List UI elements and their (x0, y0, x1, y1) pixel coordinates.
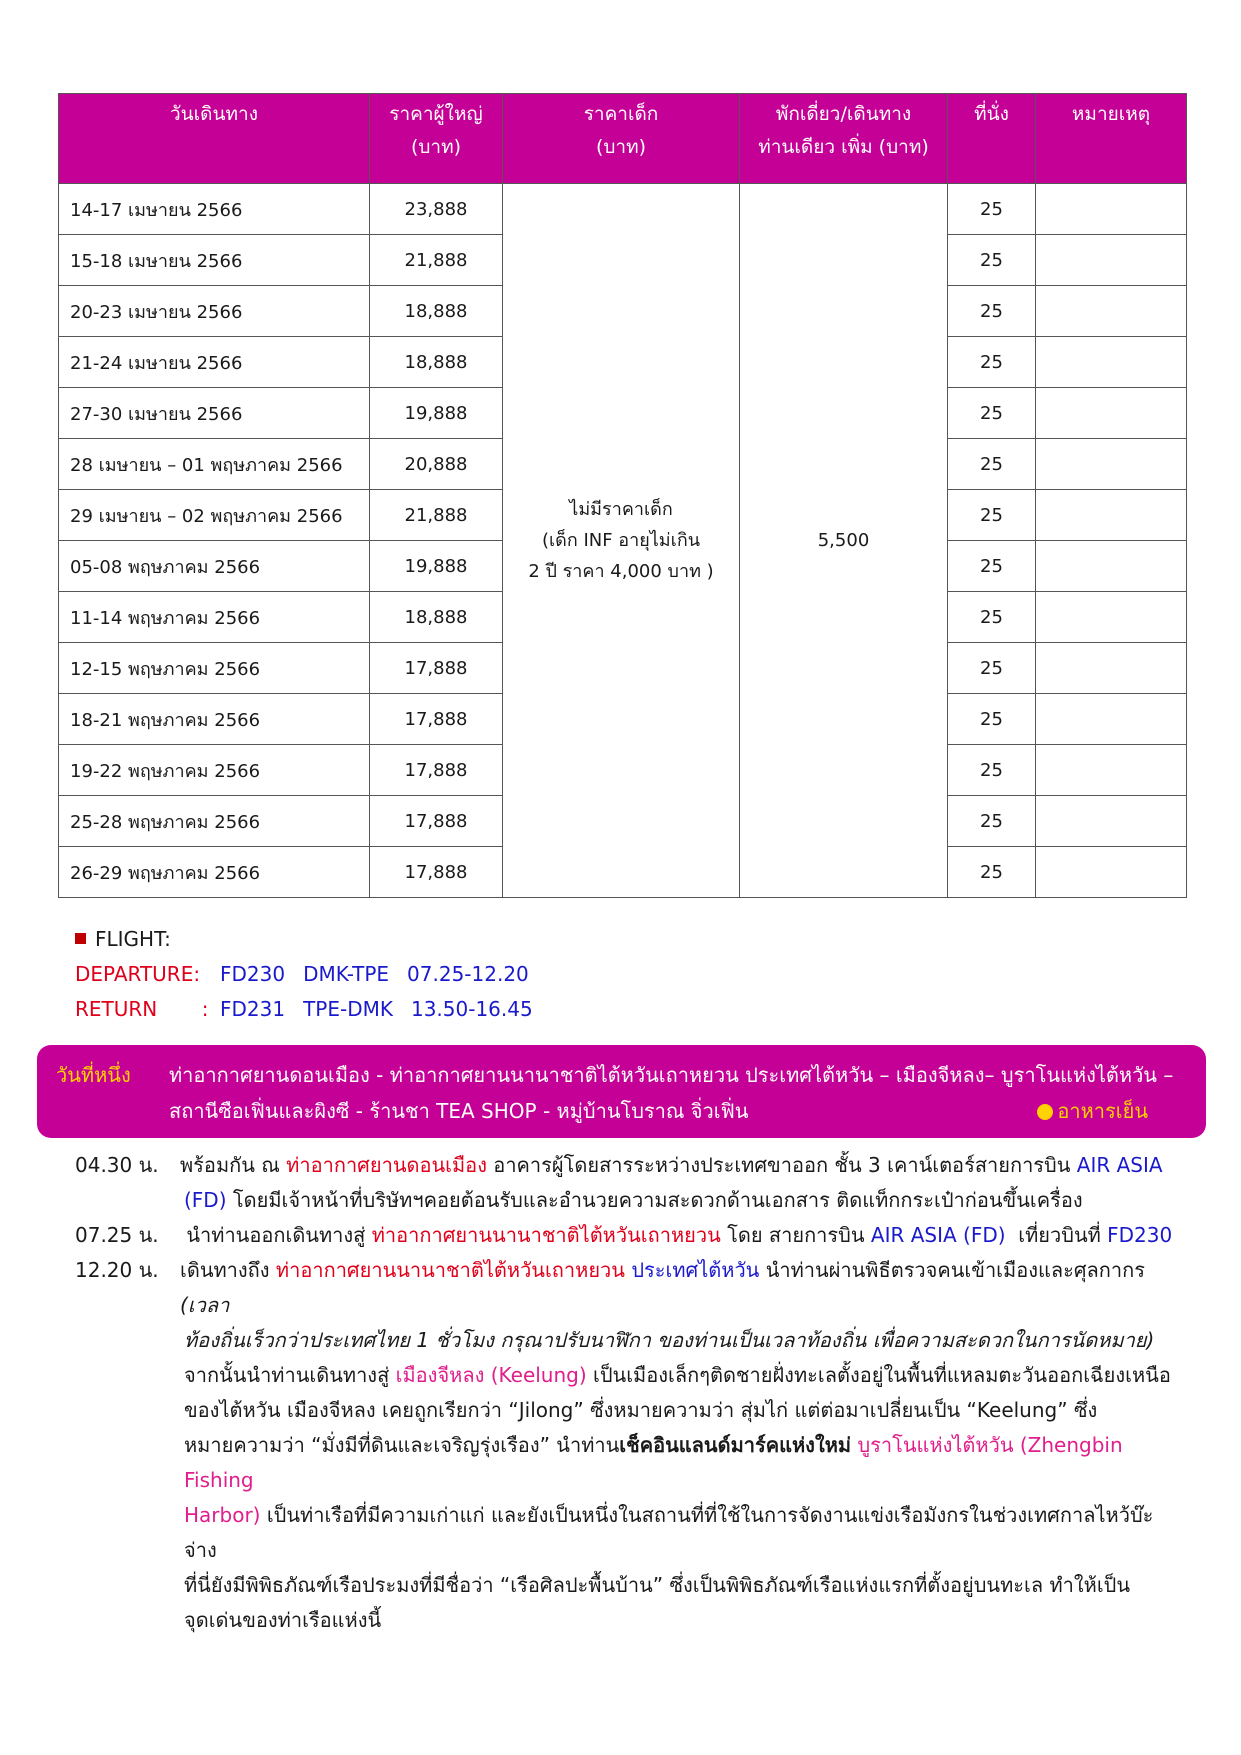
row-date: 18-21 พฤษภาคม 2566 (59, 694, 370, 745)
row-seats: 25 (948, 745, 1036, 796)
row-adult-price: 21,888 (370, 235, 503, 286)
row-adult-price: 17,888 (370, 847, 503, 898)
header-remark: หมายเหตุ (1036, 94, 1187, 184)
row-date: 19-22 พฤษภาคม 2566 (59, 745, 370, 796)
square-bullet-icon (75, 933, 86, 944)
table-header-row (59, 94, 1187, 184)
row-remark (1036, 694, 1187, 745)
row-seats: 25 (948, 490, 1036, 541)
single-supplement-cell: 5,500 (740, 184, 948, 898)
entry-time: 12.20 น. (75, 1258, 159, 1282)
row-date: 05-08 พฤษภาคม 2566 (59, 541, 370, 592)
row-adult-price: 17,888 (370, 745, 503, 796)
row-remark (1036, 439, 1187, 490)
itinerary-entry: 04.30 น. พร้อมกัน ณ ท่าอากาศยานดอนเมือง อาคารผู้โดยสารระหว่างประเทศขาออก ชั้น 3 เคาน์เตอร์สายการบิน AIR ASIA (FD) โดยมีเจ้าหน้าที่บริษัทฯคอยต้อนรับและอำนวยความสะดวกด้านเอกสาร ติดแท็กกระเป๋าก่อนขึ้นเครื่อง (75, 1148, 1175, 1218)
dinner-plate-icon (1037, 1104, 1053, 1120)
row-seats: 25 (948, 847, 1036, 898)
row-remark (1036, 235, 1187, 286)
row-remark (1036, 490, 1187, 541)
departure-label: DEPARTURE: (75, 962, 201, 986)
entry-time: 07.25 น. (75, 1223, 159, 1247)
row-seats: 25 (948, 337, 1036, 388)
entry-time: 04.30 น. (75, 1153, 159, 1177)
row-seats: 25 (948, 796, 1036, 847)
row-remark (1036, 286, 1187, 337)
row-remark (1036, 184, 1187, 235)
row-date: 12-15 พฤษภาคม 2566 (59, 643, 370, 694)
itinerary-entry (75, 1218, 1175, 1253)
row-remark (1036, 541, 1187, 592)
row-adult-price: 17,888 (370, 694, 503, 745)
header-adult-price: ราคาผู้ใหญ่ (บาท) (370, 94, 503, 184)
itinerary (75, 1148, 1175, 1638)
entry-text: พร้อมกัน ณ ท่าอากาศยานดอนเมือง อาคารผู้โดยสารระหว่างประเทศขาออก ชั้น 3 เคาน์เตอร์สายการบิน AIR ASIA (180, 1153, 1163, 1177)
row-seats: 25 (948, 388, 1036, 439)
row-seats: 25 (948, 286, 1036, 337)
row-adult-price: 18,888 (370, 286, 503, 337)
itinerary-entry: 12.20 น. เดินทางถึง ท่าอากาศยานนานาชาติไต้หวันเถาหยวน ประเทศไต้หวัน นำท่านผ่านพิธีตรวจคนเข้าเมืองและศุลกากร (เวลา ท้องถิ่นเร็วกว่าประเทศไทย 1 ชั่วโมง กรุณาปรับนาฬิกา ของท่านเป็นเวลาท้องถิ่น เพื่อความสะดวกในการนัดหมาย) จากนั้นนำท่านเดินทางสู่ เมืองจีหลง (Keelung) เป็นเมืองเล็กๆติดชายฝั่งทะเลตั้งอยู่ในพื้นที่แหลมตะวันออกเฉียงเหนือ ของไต้หวัน เมืองจีหลง เคยถูกเรียกว่า “Jilong” ซึ่งหมายความว่า สุ่มไก่ แต่ต่อมาเปลี่ยนเป็น “Keelung” ซึ่ง หมายความว่า “มั่งมีที่ดินและเจริญรุ่งเรือง” นำท่านเช็คอินแลนด์มาร์คแห่งใหม่ บูราโนแห่งไต้หวัน (Zhengbin Fishing Harbor) เป็นท่าเรือที่มีความเก่าแก่ และยังเป็นหนึ่งในสถานที่ที่ใช้ในการจัดงานแข่งเรือมังกรในช่วงเทศกาลไหว้บ๊ะจ่าง ที่นี่ยังมีพิพิธภัณฑ์เรือประมงที่มีชื่อว่า “เรือศิลปะพื้นบ้าน” ซึ่งเป็นพิพิธภัณฑ์เรือแห่งแรกที่ตั้งอยู่บนทะเล ทำให้เป็น จุดเด่นของท่าเรือแห่งนี้ (75, 1253, 1175, 1638)
return-flight-no: FD231 (220, 997, 286, 1021)
header-date: วันเดินทาง (59, 94, 370, 184)
departure-flight-no: FD230 (220, 962, 286, 986)
return-row (75, 992, 551, 1027)
row-remark (1036, 592, 1187, 643)
row-remark (1036, 745, 1187, 796)
row-adult-price: 21,888 (370, 490, 503, 541)
day-label: วันที่หนึ่ง (56, 1063, 131, 1087)
flight-info (75, 922, 551, 1027)
day-route: ท่าอากาศยานดอนเมือง - ท่าอากาศยานนานาชาติไต้หวันเถาหยวน ประเทศไต้หวัน – เมืองจีหลง– บูราโนแห่งไต้หวัน – สถานีซือเฟิ่นและผิงซี - ร้านชา TEA SHOP - หมู่บ้านโบราณ จิ่วเฟิ่น (169, 1063, 1174, 1123)
header-single-supplement: พักเดี่ยว/เดินทาง ท่านเดียว เพิ่ม (บาท) (740, 94, 948, 184)
row-seats: 25 (948, 235, 1036, 286)
departure-time: 07.25-12.20 (407, 962, 529, 986)
meal-dinner: อาหารเย็น (1037, 1093, 1148, 1129)
row-remark (1036, 643, 1187, 694)
child-price-cell: ไม่มีราคาเด็ก (เด็ก INF อายุไม่เกิน 2 ปี ราคา 4,000 บาท ) (503, 184, 740, 898)
row-date: 27-30 เมษายน 2566 (59, 388, 370, 439)
row-seats: 25 (948, 694, 1036, 745)
row-date: 29 เมษายน – 02 พฤษภาคม 2566 (59, 490, 370, 541)
row-seats: 25 (948, 541, 1036, 592)
flight-title: FLIGHT: (95, 927, 171, 951)
row-adult-price: 18,888 (370, 592, 503, 643)
row-remark (1036, 388, 1187, 439)
row-adult-price: 17,888 (370, 796, 503, 847)
row-date: 11-14 พฤษภาคม 2566 (59, 592, 370, 643)
day-one-banner (37, 1045, 1206, 1138)
header-child-price: ราคาเด็ก (บาท) (503, 94, 740, 184)
row-remark (1036, 847, 1187, 898)
row-adult-price: 18,888 (370, 337, 503, 388)
row-adult-price: 23,888 (370, 184, 503, 235)
row-date: 20-23 เมษายน 2566 (59, 286, 370, 337)
row-adult-price: 19,888 (370, 388, 503, 439)
row-remark (1036, 337, 1187, 388)
return-label: RETURN : (75, 997, 209, 1021)
entry-text: เดินทางถึง ท่าอากาศยานนานาชาติไต้หวันเถาหยวน ประเทศไต้หวัน นำท่านผ่านพิธีตรวจคนเข้าเมืองและศุลกากร (เวลา (180, 1258, 1145, 1317)
row-date: 14-17 เมษายน 2566 (59, 184, 370, 235)
departure-row (75, 957, 551, 992)
entry-text: นำท่านออกเดินทางสู่ ท่าอากาศยานนานาชาติไต้หวันเถาหยวน โดย สายการบิน AIR ASIA (FD) เที่ยวบินที่ FD230 (180, 1223, 1173, 1247)
price-table (58, 93, 1187, 898)
row-date: 21-24 เมษายน 2566 (59, 337, 370, 388)
return-time: 13.50-16.45 (410, 997, 533, 1021)
row-seats: 25 (948, 643, 1036, 694)
return-route: TPE-DMK (303, 997, 393, 1021)
table-row (59, 184, 1187, 235)
row-adult-price: 17,888 (370, 643, 503, 694)
row-adult-price: 20,888 (370, 439, 503, 490)
departure-route: DMK-TPE (303, 962, 390, 986)
row-seats: 25 (948, 592, 1036, 643)
row-seats: 25 (948, 184, 1036, 235)
row-date: 15-18 เมษายน 2566 (59, 235, 370, 286)
row-date: 28 เมษายน – 01 พฤษภาคม 2566 (59, 439, 370, 490)
row-date: 26-29 พฤษภาคม 2566 (59, 847, 370, 898)
row-adult-price: 19,888 (370, 541, 503, 592)
row-seats: 25 (948, 439, 1036, 490)
header-seats: ที่นั่ง (948, 94, 1036, 184)
row-date: 25-28 พฤษภาคม 2566 (59, 796, 370, 847)
row-remark (1036, 796, 1187, 847)
